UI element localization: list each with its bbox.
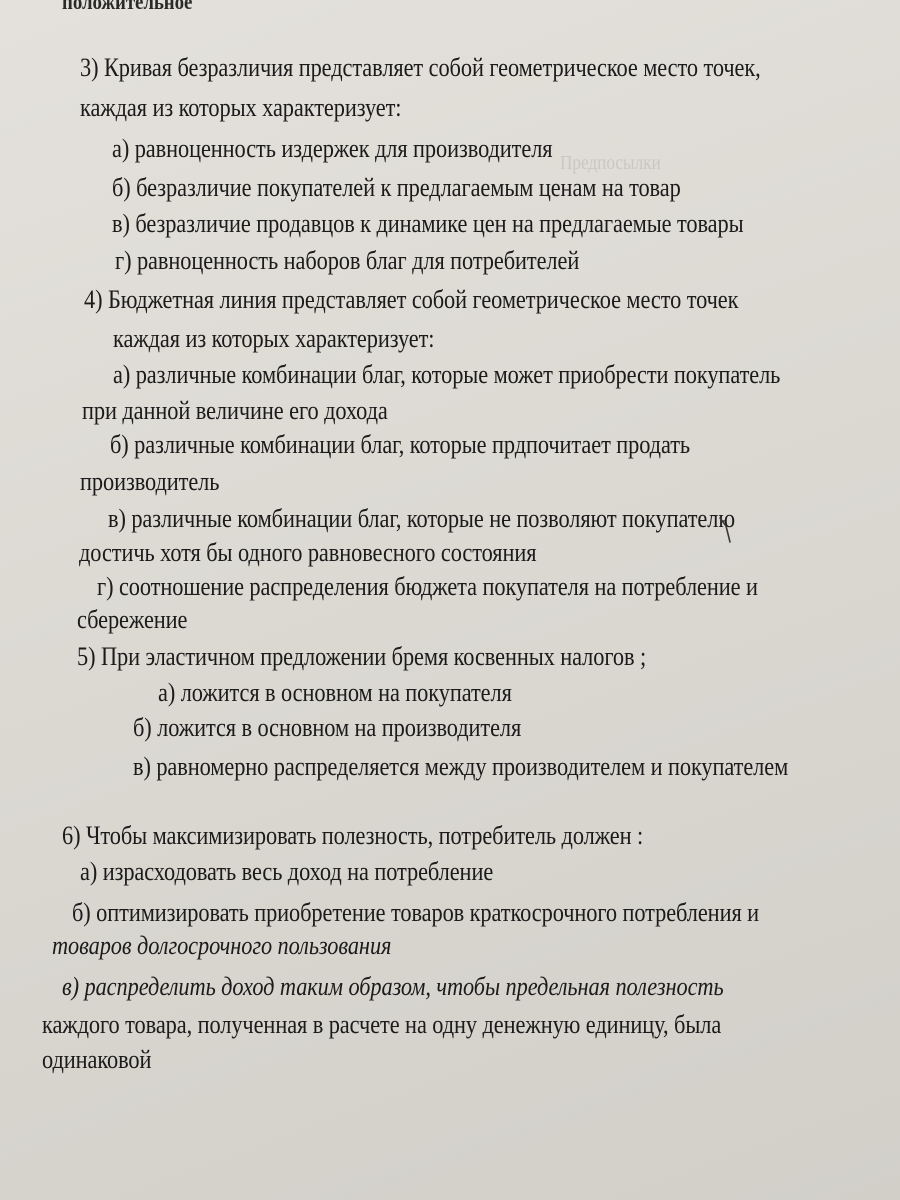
cut-off-heading: положительное [62,0,193,14]
question-4-option-d-line-2: сбережение [77,605,188,634]
question-3-option-c: в) безразличие продавцов к динамике цен на предлагаемые товары [112,209,744,238]
question-6-option-c-line-1: в) распределить доход таким образом, чтобы предельная полезность [62,972,724,1001]
question-6-line-1: 6) Чтобы максимизировать полезность, потребитель должен : [62,821,644,850]
question-6-option-c-line-2: каждого товара, полученная в расчете на одну денежную единицу, была [42,1010,722,1039]
question-4-option-a-line-2: при данной величине его дохода [82,396,388,425]
question-3-line-2: каждая из которых характеризует: [80,93,402,122]
question-5-line-1: 5) При эластичном предложении бремя косвенных налогов ; [77,642,647,671]
question-5-option-a: а) ложится в основном на покупателя [158,678,512,707]
show-through-text: Предпосылки [560,152,661,174]
question-4-option-d-line-1: г) соотношение распределения бюджета покупателя на потребление и [97,572,758,601]
question-5-option-c: в) равномерно распределяется между производителем и покупателем [133,752,789,781]
question-3-line-1: 3) Кривая безразличия представляет собой геометрическое место точек, [80,53,761,82]
question-3-option-d: г) равноценность наборов благ для потребителей [115,246,580,275]
question-4-option-b-line-2: производитель [80,467,220,496]
question-4-line-1: 4) Бюджетная линия представляет собой геометрическое место точек [84,285,739,314]
pen-mark-icon [718,516,740,546]
question-4-option-c-line-1: в) различные комбинации благ, которые не позволяют покупателю [108,504,735,533]
question-3-option-a: а) равноценность издержек для производителя [112,134,553,163]
question-4-option-b-line-1: б) различные комбинации благ, которые прдпочитает продать [110,430,691,459]
question-6-option-b-line-1: б) оптимизировать приобретение товаров краткосрочного потребления и [72,898,760,927]
question-6-option-b-line-2: товаров долгосрочного пользования [52,931,392,960]
question-3-option-b: б) безразличие покупателей к предлагаемым ценам на товар [112,173,681,202]
question-5-option-b: б) ложится в основном на производителя [133,713,522,742]
question-6-option-a: а) израсходовать весь доход на потребление [80,857,494,886]
question-4-option-c-line-2: достичь хотя бы одного равновесного состояния [79,538,537,567]
question-4-option-a-line-1: а) различные комбинации благ, которые может приобрести покупатель [113,360,781,389]
question-4-line-2: каждая из которых характеризует: [113,324,435,353]
question-6-option-c-line-3: одинаковой [42,1045,152,1074]
